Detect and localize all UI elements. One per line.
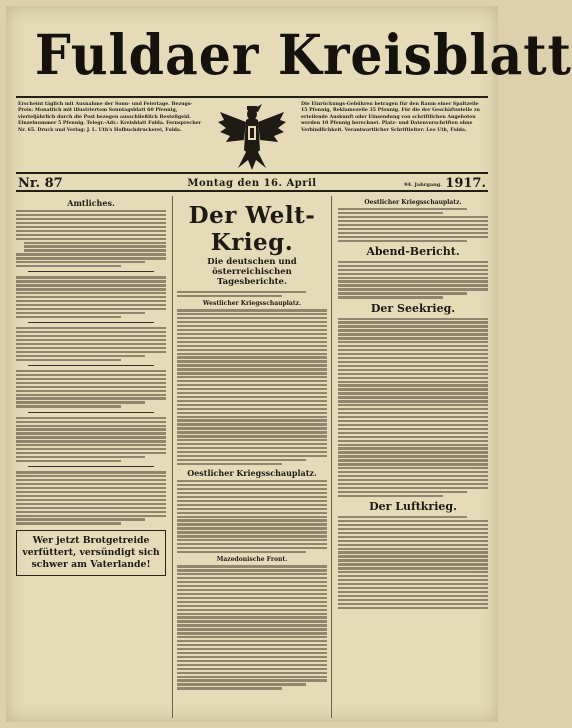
headline-subtitle: Die deutschen und österreichischen Tagesberichte. xyxy=(207,257,297,287)
text-block xyxy=(16,370,166,408)
section-heading-amtliches: Amtliches. xyxy=(67,198,115,208)
text-block xyxy=(338,261,488,299)
section-heading-west: Westlicher Kriegsschauplatz. xyxy=(202,300,302,308)
text-block xyxy=(16,417,166,463)
section-heading-east: Oestlicher Kriegsschauplatz. xyxy=(187,468,317,479)
text-block xyxy=(338,516,488,609)
text-block xyxy=(177,480,327,553)
issue-date: Montag den 16. April xyxy=(187,178,317,189)
text-block xyxy=(338,318,488,497)
issue-year: 1917. xyxy=(445,176,486,191)
issue-volume: 94. Jahrgang. xyxy=(404,182,442,188)
newspaper-title: Fuldaer Kreisblatt xyxy=(34,22,572,87)
appeal-advertisement: Wer jetzt Brotgetreide verfüttert, versündigt sich schwer am Vaterlande! xyxy=(16,530,166,576)
issue-date-bar xyxy=(16,176,488,192)
info-bar xyxy=(16,96,488,174)
section-heading-air-war: Der Luftkrieg. xyxy=(369,500,457,514)
section-heading-east-front: Oestlicher Kriegsschauplatz. xyxy=(364,199,462,206)
column-war-reports xyxy=(172,196,332,718)
headline-world-war: Der Welt-Krieg. xyxy=(188,202,316,256)
newspaper-page xyxy=(6,6,572,722)
masthead xyxy=(16,16,572,94)
section-heading-evening-report: Abend-Bericht. xyxy=(366,244,460,258)
subscription-info: Erscheint täglich mit Ausnahme der Sonn- und Feiertage. Bezugs-Preis: Monatlich mit illustriertem Sonntagsblatt 60 Pfennig, vierteljährlich durch die Post bezogen ausschließlich Bestellgeld. Einzelnummer 5 Pfennig. Telegr.-Adr.: Kreisblatt Fulda. Fernsprecher Nr. 65. Druck und Verlag: J. L. Uth's Hofbuchdruckerei, Fulda. xyxy=(18,102,202,133)
text-block xyxy=(16,276,166,318)
issue-number: Nr. 87 xyxy=(18,176,63,191)
text-block xyxy=(177,291,327,297)
text-block xyxy=(338,208,488,242)
text-block xyxy=(177,309,327,465)
text-block xyxy=(16,210,166,267)
column-official-notices xyxy=(16,196,166,718)
section-heading-macedonia: Mazedonische Front. xyxy=(216,556,288,564)
section-heading-naval-war: Der Seekrieg. xyxy=(370,301,456,315)
advertising-info: Die Einrückungs-Gebühren betragen für den Raum einer Spaltzeile 15 Pfennig, Reklamezeile 35 Pfennig. Für die der Geschäftsstelle zu erteilende Auskunft oder Einsendung von schriftlichen Angeboten werden 10 Pfennig berechnet. Platz- und Datenvorschriften ohne Verbindlichkeit. Verantwortlicher Schriftleiter: Leo Uth, Fulda. xyxy=(301,102,480,133)
eagle-crest-icon xyxy=(216,100,288,172)
text-block xyxy=(177,565,327,689)
text-block xyxy=(16,327,166,361)
text-block xyxy=(16,471,166,524)
column-reports xyxy=(338,196,488,718)
